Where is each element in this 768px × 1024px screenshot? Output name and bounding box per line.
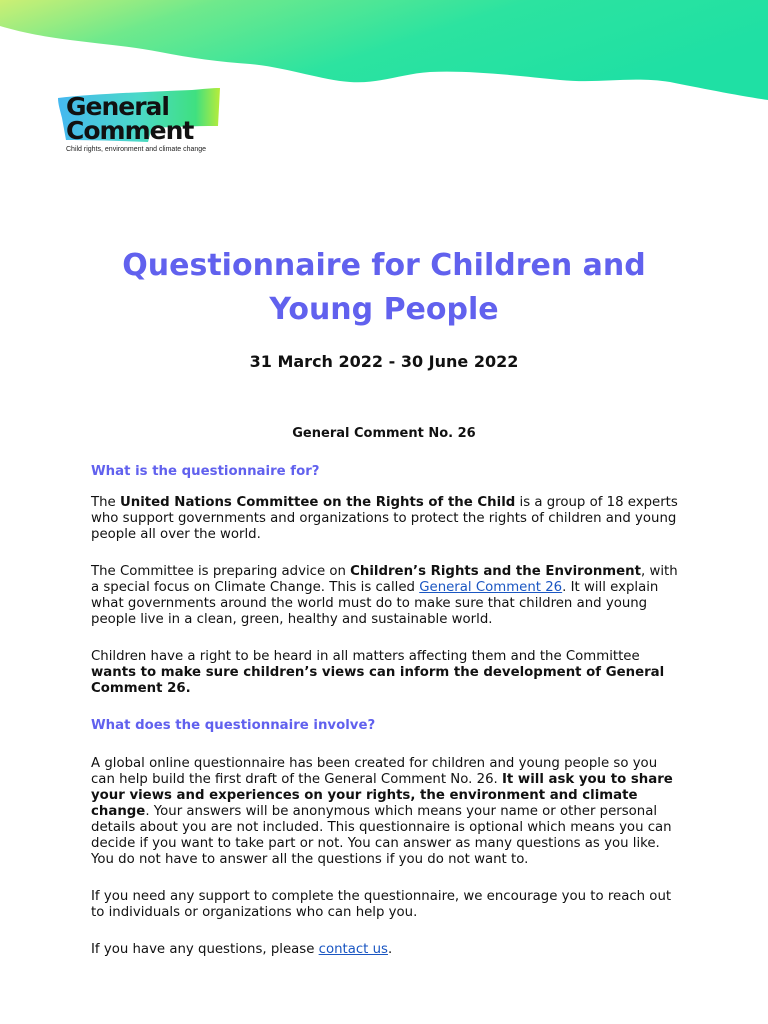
logo-word-general: General [66, 92, 169, 121]
committee-name: United Nations Committee on the Rights of the Child [119, 495, 516, 510]
paragraph-support: If you need any support to complete the questionnaire, we encourage you to reach out to individuals or organizations who can help you. [91, 889, 672, 920]
paragraph-contact: If you have any questions, please contact us. [91, 942, 393, 957]
general-comment-logo [52, 86, 224, 158]
paragraph-questionnaire: A global online questionnaire has been created for children and young people so you can help build the first draft of the General Comment No. 26. It will ask you to share your views and experiences on your rights, the environment and climate change. Your answers will be anonymous which means your name or other personal details about you are not included. This questionnaire is optional which means you can decide if you want to take part or not. You can answer as many questions as you like. You do not have to answer all the questions if you do not want to. [91, 756, 673, 867]
section-heading-purpose: What is the questionnaire for? [91, 464, 320, 479]
section-heading-involvement: What does the questionnaire involve? [91, 718, 376, 733]
general-comment-number: General Comment No. 26 [292, 426, 476, 441]
paragraph-committee: The United Nations Committee on the Rights of the Child is a group of 18 experts who support governments and organizations to protect the rights of children and young people all over the world. [91, 495, 678, 542]
logo-word-comment: Comment [66, 116, 194, 145]
contact-us-link[interactable]: contact us [318, 942, 388, 957]
topic-name: Children’s Rights and the Environment [350, 564, 642, 579]
paragraph-right-to-be-heard: Children have a right to be heard in all matters affecting them and the Committee wants to make sure children’s views can inform the development of General Comment 26. [91, 649, 665, 696]
date-range: 31 March 2022 - 30 June 2022 [249, 352, 519, 371]
document-body [91, 464, 683, 979]
paragraph-advice: The Committee is preparing advice on Children’s Rights and the Environment, with a special focus on Climate Change. This is called General Comment 26. It will explain what governments around the world must do to make sure that children and young people live in a clean, green, healthy and sustainable world. [91, 564, 678, 627]
page-title: Questionnaire for Children and Young People [122, 248, 646, 327]
general-comment-26-link[interactable]: General Comment 26 [419, 580, 563, 595]
logo-tagline: Child rights, environment and climate change [66, 146, 207, 153]
